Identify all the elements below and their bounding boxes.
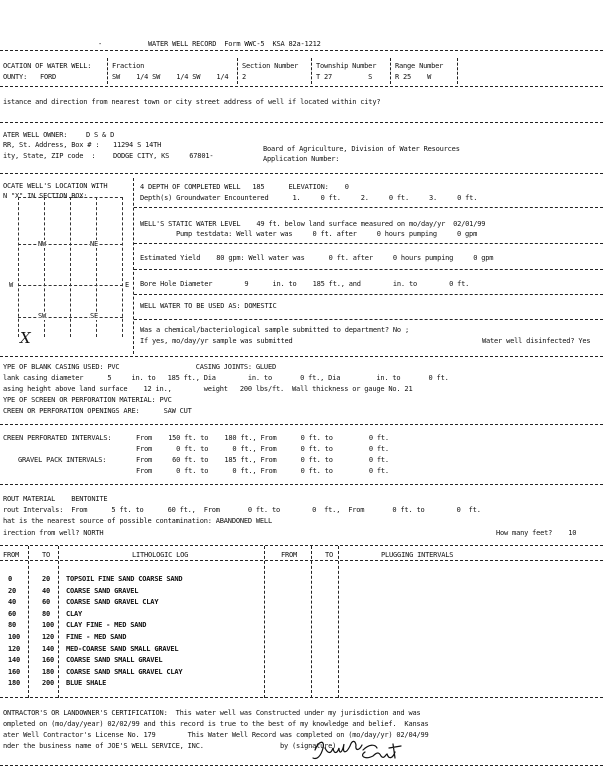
log-to-cell: 140 xyxy=(42,644,55,653)
location-label: OCATION OF WATER WELL: xyxy=(3,62,92,70)
casing-type-line: YPE OF BLANK CASING USED: PVC CASING JOINTS: GLUED xyxy=(3,363,276,371)
log-to-cell: 120 xyxy=(42,633,55,641)
log-to-cell: 40 xyxy=(42,586,51,595)
log-to-cell: 200 xyxy=(42,679,55,688)
log-to-cell: 100 xyxy=(42,621,55,630)
divider xyxy=(134,207,603,208)
grid-line xyxy=(18,197,19,337)
city-value: DODGE CITY, KS 67801- xyxy=(113,152,214,160)
log-from-cell: 20 xyxy=(8,586,17,595)
fraction-value: SW 1/4 SW 1/4 SW 1/4 xyxy=(112,73,229,81)
grid-line xyxy=(18,285,123,286)
log-row xyxy=(0,609,605,620)
contractor-signature xyxy=(311,738,409,762)
static-level-line: WELL'S STATIC WATER LEVEL 49 ft. below land surface measured on mo/day/yr 02/01/99 xyxy=(140,220,486,228)
log-from-cell: 80 xyxy=(8,621,17,630)
log-description-cell: COARSE SAND SMALL GRAVEL CLAY xyxy=(66,667,183,676)
divider xyxy=(0,560,603,561)
log-row xyxy=(0,586,605,597)
gravel-pack-interval-1: From 60 ft. to 185 ft., From 0 ft. to 0 ft. xyxy=(136,456,389,464)
direction-line: irection from well? NORTH xyxy=(3,529,104,537)
divider xyxy=(457,58,458,84)
log-description-cell: FINE - MED SAND xyxy=(66,633,127,641)
log-description-cell: COARSE SAND GRAVEL CLAY xyxy=(66,598,159,607)
city-label: ity, State, ZIP code : xyxy=(3,152,96,160)
log-from-cell: 120 xyxy=(8,644,21,653)
log-from-cell: 180 xyxy=(8,679,21,688)
divider xyxy=(0,173,603,174)
how-many-feet-line: How many feet? 10 xyxy=(496,529,577,537)
distance-question: istance and direction from nearest town or city street address of well if located within city? xyxy=(3,98,381,106)
log-row xyxy=(0,644,605,655)
contamination-source-line: hat is the nearest source of possible contamination: ABANDONED WELL xyxy=(3,517,272,525)
log-to-cell: 160 xyxy=(42,656,55,665)
chemical-sample-line: Was a chemical/bacteriological sample submitted to department? No ; xyxy=(140,326,409,334)
perforated-interval-1: From 150 ft. to 180 ft., From 0 ft. to 0 ft. xyxy=(136,434,389,442)
well-location-mark: X xyxy=(20,329,31,347)
form-title: WATER WELL RECORD Form WWC-5 KSA 82a-1212 xyxy=(148,40,321,48)
address-label: RR, St. Address, Box # : xyxy=(3,141,100,149)
water-use-line: WELL WATER TO BE USED AS: DOMESTIC xyxy=(140,302,277,310)
grid-line xyxy=(122,197,123,337)
log-description-cell: BLUE SHALE xyxy=(66,679,107,688)
casing-height-line: asing height above land surface 12 in., weight 200 lbs/ft. Wall thickness or gauge No. 21 xyxy=(3,385,413,393)
divider xyxy=(0,50,603,51)
county-value: FORD xyxy=(40,73,57,81)
log-row xyxy=(0,620,605,631)
log-from-header: FROM xyxy=(3,551,20,559)
ne-quadrant-label: NE xyxy=(90,240,99,248)
log-to-cell: 20 xyxy=(42,575,51,583)
divider xyxy=(134,294,603,295)
plug-to-header: TO xyxy=(325,551,334,559)
pump-test-line: Pump testdata: Well water was 0 ft. after 0 hours pumping 0 gpm xyxy=(176,230,478,238)
gravel-pack-label: GRAVEL PACK INTERVALS: xyxy=(18,456,107,464)
depth-line: 4 DEPTH OF COMPLETED WELL 185 ELEVATION: 0 xyxy=(140,183,349,191)
grout-intervals-line: rout Intervals: From 5 ft. to 60 ft., From 0 ft. to 0 ft., From 0 ft. to 0 ft. xyxy=(3,506,481,514)
log-from-cell: 140 xyxy=(8,656,21,665)
divider xyxy=(0,484,603,485)
west-label: W xyxy=(9,281,14,289)
locate-label-2: N "X" IN SECTION BOX: xyxy=(3,192,88,200)
fraction-label: Fraction xyxy=(112,62,145,70)
divider xyxy=(107,58,108,84)
log-description-cell: COARSE SAND SMALL GRAVEL xyxy=(66,656,163,665)
estimated-yield-line: Estimated Yield 80 gpm: Well water was 0 ft. after 0 hours pumping 0 gpm xyxy=(140,254,494,262)
log-to-cell: 80 xyxy=(42,609,51,618)
county-label: OUNTY: xyxy=(3,73,28,81)
log-from-cell: 40 xyxy=(8,598,17,607)
disinfected-line: Water well disinfected? Yes xyxy=(482,337,591,345)
log-description-cell: CLAY FINE - MED SAND xyxy=(66,621,147,630)
nw-quadrant-label: NW xyxy=(38,240,47,248)
grid-line xyxy=(18,197,123,198)
divider xyxy=(133,178,134,354)
log-from-cell: 60 xyxy=(8,609,17,618)
screen-material-line: YPE OF SCREEN OR PERFORATION MATERIAL: PVC xyxy=(3,396,172,404)
log-to-header: TO xyxy=(42,551,51,559)
log-to-cell: 60 xyxy=(42,598,51,607)
perforated-intervals-label: CREEN PERFORATED INTERVALS: xyxy=(3,434,112,442)
certification-line-3: ater Well Contractor's License No. 179 This Water Well Record was completed on (mo/day/yr) 02/04/99 xyxy=(3,731,429,739)
township-label: Township Number xyxy=(316,62,377,70)
log-description-cell: MED-COARSE SAND SMALL GRAVEL xyxy=(66,644,179,653)
east-label: E xyxy=(125,281,130,289)
casing-diameter-line: lank casing diameter 5 in. to 185 ft., Dia in. to 0 ft., Dia in. to 0 ft. xyxy=(3,374,449,382)
se-quadrant-label: SE xyxy=(90,312,99,320)
log-description-cell: COARSE SAND GRAVEL xyxy=(66,586,139,595)
grid-line xyxy=(18,317,123,318)
divider xyxy=(134,243,603,244)
divider xyxy=(0,86,603,87)
plug-from-header: FROM xyxy=(281,551,298,559)
log-from-cell: 100 xyxy=(8,633,21,641)
header-dash: - xyxy=(98,40,103,48)
locate-label: OCATE WELL'S LOCATION WITH xyxy=(3,182,108,190)
log-row xyxy=(0,597,605,608)
log-description-cell: TOPSOIL FINE SAND COARSE SAND xyxy=(66,575,183,583)
grid-line xyxy=(18,244,123,245)
log-row xyxy=(0,667,605,678)
divider xyxy=(237,58,238,84)
divider xyxy=(0,545,603,546)
divider xyxy=(0,765,603,766)
divider xyxy=(0,356,603,357)
divider xyxy=(0,122,603,123)
divider xyxy=(0,697,603,698)
log-row xyxy=(0,678,605,689)
section-box-grid xyxy=(18,197,123,337)
range-label: Range Number xyxy=(395,62,444,70)
log-row xyxy=(0,574,605,585)
plugging-intervals-header: PLUGGING INTERVALS xyxy=(381,551,454,559)
sw-quadrant-label: SW xyxy=(38,312,47,320)
certification-line-4: nder the business name of JOE'S WELL SERVICE, INC. by (signature) xyxy=(3,742,337,750)
log-from-cell: 0 xyxy=(8,575,13,583)
owner-label: ATER WELL OWNER: xyxy=(3,131,68,139)
application-number-label: Application Number: xyxy=(263,155,340,163)
sample-date-line: If yes, mo/day/yr sample was submitted xyxy=(140,337,293,345)
log-row xyxy=(0,632,605,643)
section-label: Section Number xyxy=(242,62,299,70)
divider xyxy=(134,319,603,320)
log-description-cell: CLAY xyxy=(66,609,83,618)
address-value: 11294 S 14TH xyxy=(113,141,162,149)
owner-name: D S & D xyxy=(86,131,115,139)
board-text: Board of Agriculture, Division of Water Resources xyxy=(263,145,460,153)
screen-openings-line: CREEN OR PERFORATION OPENINGS ARE: SAW CUT xyxy=(3,407,192,415)
divider xyxy=(134,269,603,270)
groundwater-line: Depth(s) Groundwater Encountered 1. 0 ft. 2. 0 ft. 3. 0 ft. xyxy=(140,194,478,202)
certification-line-1: ONTRACTOR'S OR LANDOWNER'S CERTIFICATION: This water well was Constructed under my jurisdiction and was xyxy=(3,709,421,717)
perforated-interval-2: From 0 ft. to 0 ft., From 0 ft. to 0 ft. xyxy=(136,445,389,453)
divider xyxy=(390,58,391,84)
bore-hole-line: Bore Hole Diameter 9 in. to 185 ft., and in. to 0 ft. xyxy=(140,280,470,288)
log-from-cell: 160 xyxy=(8,667,21,676)
grout-material-line: ROUT MATERIAL BENTONITE xyxy=(3,495,108,503)
lithologic-log-header: LITHOLOGIC LOG xyxy=(132,551,189,559)
certification-line-2: ompleted on (mo/day/year) 02/02/99 and this record is true to the best of my knowledge and belief. Kansas xyxy=(3,720,429,728)
section-value: 2 xyxy=(242,73,247,81)
range-value: R 25 W xyxy=(395,73,432,81)
divider xyxy=(311,58,312,84)
divider xyxy=(0,424,603,425)
log-row xyxy=(0,655,605,666)
gravel-pack-interval-2: From 0 ft. to 0 ft., From 0 ft. to 0 ft. xyxy=(136,467,389,475)
township-value: T 27 S xyxy=(316,73,373,81)
log-to-cell: 180 xyxy=(42,667,55,676)
grid-line xyxy=(70,197,71,337)
